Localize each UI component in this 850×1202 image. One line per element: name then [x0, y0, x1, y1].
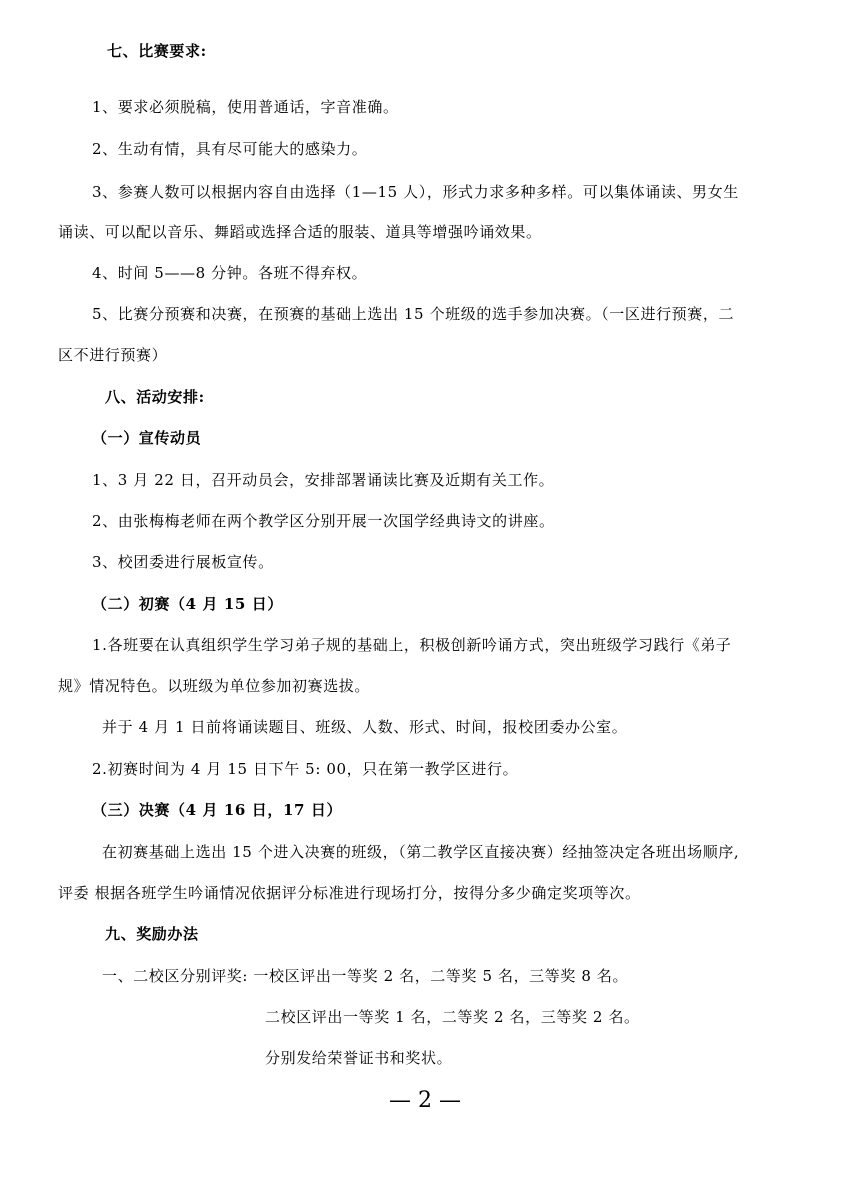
section-8-sub-2-item-2: 2.初赛时间为 4 月 15 日下午 5: 00，只在第一教学区进行。 — [92, 760, 519, 778]
section-8-sub-3-item-1: 在初赛基础上选出 15 个进入决赛的班级，（第二教学区直接决赛）经抽签决定各班出场顺序, — [102, 843, 740, 861]
page-number: — 2 — — [389, 1088, 461, 1113]
section-7-item-3: 3、参赛人数可以根据内容自由选择（1—15 人），形式力求多种多样。可以集体诵读、男女生 — [92, 183, 739, 201]
section-7-item-5: 5、比赛分预赛和决赛，在预赛的基础上选出 15 个班级的选手参加决赛。（一区进行预赛，二 — [92, 305, 735, 323]
section-7-item-4: 4、时间 5——8 分钟。各班不得弃权。 — [92, 264, 368, 282]
section-8-sub-2-item-1-cont: 规》情况特色。以班级为单位参加初赛选拔。 — [58, 677, 371, 695]
section-8-sub-2-item-1: 1.各班要在认真组织学生学习弟子规的基础上，积极创新吟诵方式，突出班级学习践行《弟子 — [92, 636, 732, 654]
section-7-heading: 七、比赛要求: — [107, 42, 207, 60]
section-8-sub-1-heading: （一）宣传动员 — [92, 429, 202, 447]
section-9-item-3: 分别发给荣誉证书和奖状。 — [265, 1049, 453, 1067]
section-8-sub-3-item-2: 评委 根据各班学生吟诵情况依据评分标准进行现场打分，按得分多少确定奖项等次。 — [58, 884, 641, 902]
section-9-item-1: 一、二校区分别评奖: 一校区评出一等奖 2 名，二等奖 5 名，三等奖 8 名。 — [102, 967, 629, 985]
section-7-item-3-cont: 诵读、可以配以音乐、舞蹈或选择合适的服装、道具等增强吟诵效果。 — [58, 223, 542, 241]
section-8-heading: 八、活动安排: — [105, 388, 205, 406]
section-8-sub-2-heading: （二）初赛（4 月 15 日） — [92, 595, 283, 613]
section-9-item-2: 二校区评出一等奖 1 名，二等奖 2 名，三等奖 2 名。 — [265, 1008, 640, 1026]
section-8-sub-1-item-2: 2、由张梅梅老师在两个教学区分别开展一次国学经典诗文的讲座。 — [92, 512, 555, 530]
section-7-item-2: 2、生动有情，具有尽可能大的感染力。 — [92, 140, 368, 158]
section-8-sub-3-heading: （三）决赛（4 月 16 日，17 日） — [92, 801, 343, 819]
section-7-item-1: 1、要求必须脱稿，使用普通话，字音准确。 — [92, 98, 399, 116]
section-7-item-5-cont: 区不进行预赛） — [58, 346, 168, 364]
section-8-sub-2-item-1-note: 并于 4 月 1 日前将诵读题目、班级、人数、形式、时间，报校团委办公室。 — [102, 718, 628, 736]
section-8-sub-1-item-1: 1、3 月 22 日，召开动员会，安排部署诵读比赛及近期有关工作。 — [92, 471, 555, 489]
section-9-heading: 九、奖励办法 — [105, 925, 199, 943]
section-8-sub-1-item-3: 3、校团委进行展板宣传。 — [92, 553, 274, 571]
